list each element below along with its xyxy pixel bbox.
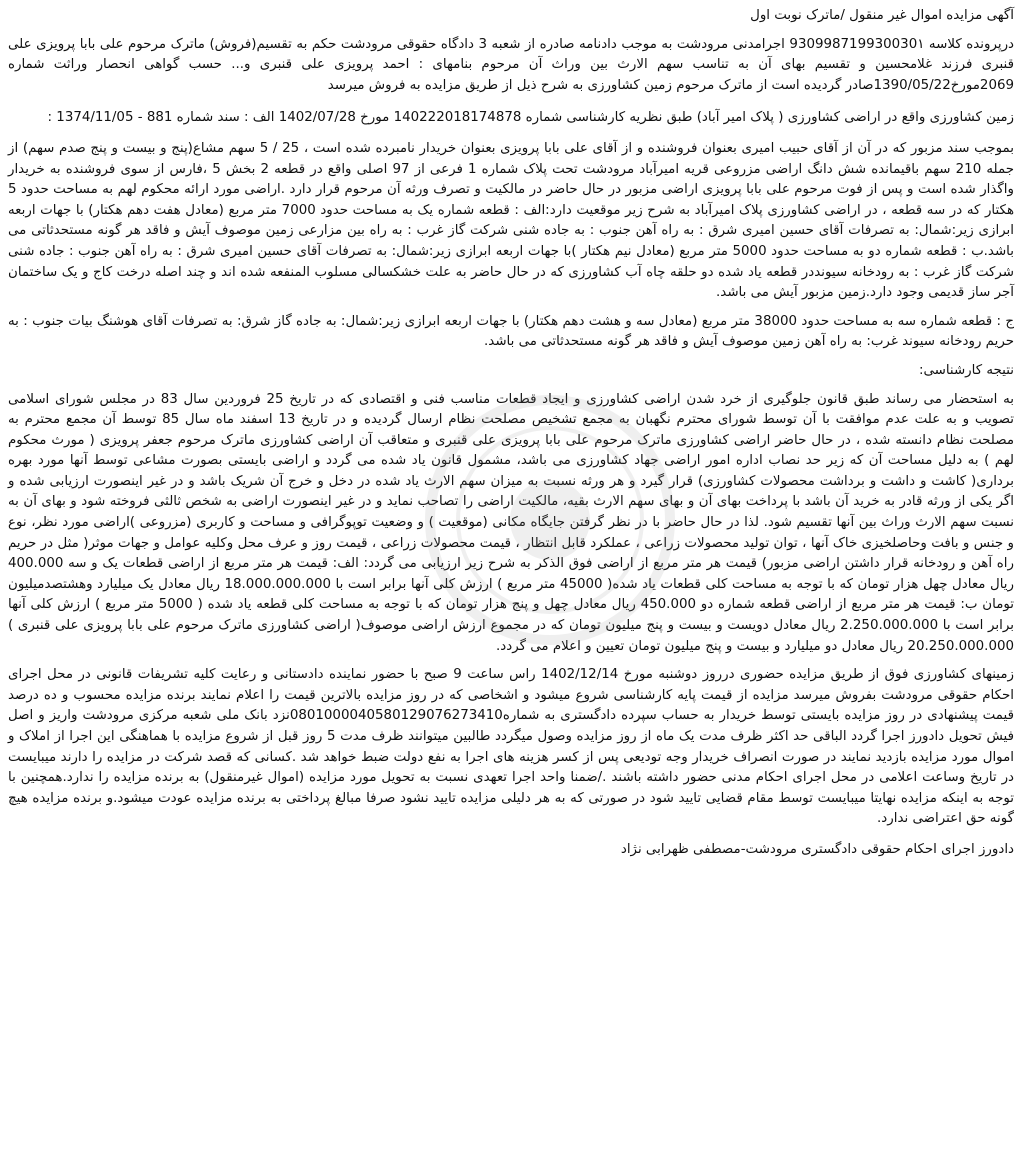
auction-conditions-paragraph: زمینهای کشاورزی فوق از طریق مزایده حضوری درروز دوشنبه مورخ 1402/12/14 راس ساعت 9 صبح با حضور نماینده دادستانی و رعایت کلیه تشریفات قانونی در محل اجرای احکام حقوقی مرودشت بفروش میرسد مزایده از قیمت پایه کارشناسی شروع میشود و اشخاصی که در روز مزایده بالاترین قیمت را اعلام نمایند برنده مزایده محسوب و ده درصد قیمت پیشنهادی در روز مزایده بایستی توسط خریدار به حساب سپرده دادگستری به شماره0801000040580129076273410نزد بانک ملی شعبه مرکزی مرودشت واریز و اصل فیش تحویل دادورز اجرا گردد الباقی حد اکثر ظرف مدت یک ماه از روز مزایده وصول میگردد طالبین میتوانند ظرف مدت 5 روز قبل از شروع مزایده با هماهنگی این اجرا از املاک و اموال مورد مزایده بازدید نمایند در صورت انصراف خریدار وجه تودیعی پس از کسر هزینه های اجرا به نفع دولت ضبط خواهد شد .کسانی که قصد شرکت در مزایده را دارند میبایست در تاریخ وساعت اعلامی در محل اجرای احکام مدنی حضور داشته باشند ./ضمنا واحد اجرا تعهدی نسبت به تحویل مورد مزایده (اموال غیرمنقول) به برنده مزایده را ندارد.همچنین با توجه به اینکه مزایده نهایتا میبایست توسط مقام قضایی تایید شود در صورتی که به هر دلیلی مزایده تایید نشود صرفا مبالغ پرداختی به برنده مزایده عودت میشود.و برنده مزایده هیچ گونه حق اعتراضی ندارد. bbox=[8, 667, 1014, 827]
expert-result-heading: نتیجه کارشناسی: bbox=[918, 362, 1014, 378]
notice-title: آگهی مزایده اموال غیر منقول /ماترک نوبت اول bbox=[750, 8, 1014, 23]
expert-result-paragraph: به استحضار می رساند طبق قانون جلوگیری از خرد شدن اراضی کشاورزی و ایجاد قطعات مناسب فنی و اقتصادی که در تاریخ 25 فروردین سال 83 در مجلس شورای اسلامی تصویب و به علت عدم موافقت با آن توسط شورای محترم نگهبان به مجمع تشخیص مصلحت نظام ارسال گردیده و در تاریخ 13 اسفند ماه سال 85 توسط آن مجمع محترم به مصلحت نظام دانسته شده ، در حال حاضر اراضی کشاورزی ماترک مرحوم علی بابا پرویزی علی قنبری و متعاقب آن اراضی کشاورزی ماترک مرحوم جعفر پرویزی ( مورث محکوم لهم ) به دلیل مساحت آن که زیر حد نصاب اداره امور اراضی جهاد کشاورزی می باشد، مشمول قانون یاد شده می گردد و اراضی بایستی بصورت مشاعی توسط آنها مورد بهره برداری( کاشت و داشت و برداشت محصولات کشاورزی) قرار گیرد و هر ورثه نسبت به میزان سهم الارث یاد شده در دخل و خرج آن شریک باشد و در غیر اینصورت ارزیابی شده و اگر یکی از ورثه قادر به خرید آن باشد با پرداخت بهای آن و بهای سهم الارث بقیه، مالکیت اراضی را تصاحب نماید و در غیر اینصورت اراضی به شخص ثالثی فروخته شود و بهای آن به نسبت سهم الارث وراث بین آنها تقسیم شود. لذا در حال حاضر با در نظر گرفتن جایگاه مکانی (موقعیت ) و وضعیت توپوگرافی و مساحت و کاربری (مزروعی )اراضی مورد نظر، نوع و جنس و بافت وحاصلخیزی خاک آنها ، توان تولید محصولات زراعی ، عملکرد قابل انتظار ، قیمت محصولات زراعی ، قیمت روز و عرف محل وکلیه عوامل و جهات موثر( مثل در حریم راه آهن و رودخانه قرار داشتن اراضی مزبور) قیمت هر متر مربع از اراضی فوق الذکر به شرح زیر ارزیابی می گردد: الف: قیمت هر متر مربع از اراضی قطعات یک و سه 400.000 ریال معادل چهل هزار تومان که با توجه به مساحت کلی قطعات یاد شده( 45000 متر مربع ) ارزش کلی آنها برابر است با 18.000.000.000 ریال معادل یک میلیارد وهشتصدمیلیون تومان ب: قیمت هر متر مربع از اراضی قطعه شماره دو 450.000 ریال معادل چهل و پنج هزار تومان که با توجه به مساحت کلی قطعه یاد شده ( 5000 متر مربع ) ارزش کلی آنها برابر است با 2.250.000.000 ریال معادل دویست و بیست و پنج میلیون تومان که در مجموع ارزش اراضی موصوف( اراضی کشاورزی ماترک مرحوم علی بابا پرویزی علی قنبری ) 20.250.000.000 ریال معادل دو میلیارد و بیست و پنج میلیون تومان تعیین و اعلام می گردد. bbox=[8, 391, 1015, 654]
deed-paragraph: بموجب سند مزبور که در آن از آقای حبیب امیری بعنوان فروشنده و از آقای علی بابا پرویزی بعنوان خریدار نامبرده شده است ، 25 / 5 سهم مشاع(پنج و بیست و پنج صدم سهم) از جمله 210 سهم باقیمانده شش دانگ اراضی مزروعی قریه امیرآباد مرودشت تحت پلاک شماره 1 فرعی از 97 اصلی واقع در قطعه 2 بخش 5 ،فارس از سوی فروشنده به خریدار واگذار شده است و پس از فوت مرحوم علی بابا پرویزی اراضی مزبور در حال حاضر در مالکیت و تصرف ورثه آن مرحوم قرار دارد .اراضی مورد ارائه محکوم لهم به مساحت حدود 5 هکتار که در سه قطعه ، در اراضی کشاورزی پلاک امیرآباد به شرح زیر موقعیت دارد:الف : قطعه شماره یک به مساحت حدود 7000 متر مربع (معادل هفت دهم هکتار) با جهات اربعه ابرازی زیر:شمال: به تصرفات آقای حسین امیری شرق : به راه آهن جنوب : به جاده شنی شرکت گاز غرب : به راه بین مزارعی زمین موصوف آیش و فاقد هر گونه مستحدثاتی می باشد.ب : قطعه شماره دو به مساحت حدود 5000 متر مربع (معادل نیم هکتار )با جهات اربعه ابرازی زیر:شمال: به تصرفات آقای حسین امیری شرق : به راه آهن جنوب : جاده شنی شرکت گاز غرب : به رودخانه سیونددر قطعه یاد شده دو حلقه چاه آب کشاورزی که در حال حاضر به علت خشکسالی مسلوب المنفعه شده اند و چند اصله درخت کاج و یک ساختمان آجر ساز قدیمی وجود دارد.زمین مزبور آیش می باشد. bbox=[8, 140, 1015, 301]
land-description-paragraph: زمین کشاورزی واقع در اراضی کشاورزی ( پلاک امیر آباد) طبق نظریه کارشناسی شماره 140222018174878 مورخ 1402/07/28 الف : سند شماره 881 - 1374/11/05 : bbox=[47, 110, 1014, 126]
case-paragraph: درپرونده کلاسه 930998719930030١ اجرامدنی مرودشت به موجب دادنامه صادره از شعبه 3 دادگاه حقوقی مرودشت حکم به تقسیم(فروش) ماترک مرحوم علی بابا پرویزی علی قنبری فرزند غلامحسین و تقسیم بهای آن به تناسب سهم الارث بین وراث آن مرحوم بنامهای : احمد پرویزی علی قنبری و... حسب گواهی انحصار وراثت شماره 2069مورخ1390/05/22صادر گردیده است از ماترک مرحوم زمین کشاورزی به شرح ذیل از طریق مزایده به فروش میرسد bbox=[8, 36, 1014, 93]
plot-three-paragraph: ج : قطعه شماره سه به مساحت حدود 38000 متر مربع (معادل سه و هشت دهم هکتار) با جهات اربعه ابرازی زیر:شمال: به جاده گاز شرق: به تصرفات آقای هوشنگ بیات جنوب : به حریم رودخانه سیوند غرب: به راه آهن زمین موصوف آیش و فاقد هر گونه مستحدثاتی می باشد. bbox=[8, 313, 1015, 350]
signature-line: دادورز اجرای احکام حقوقی دادگستری مرودشت-مصطفی ظهرابی نژاد bbox=[620, 841, 1014, 857]
